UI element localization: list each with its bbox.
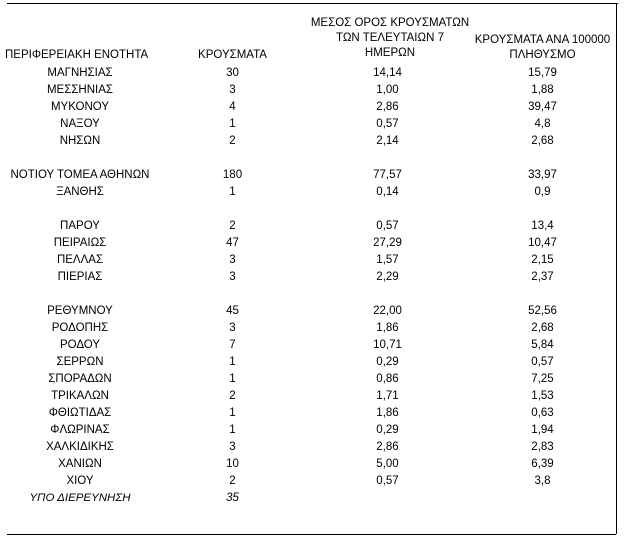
table-row: [0, 82, 629, 99]
table-spacer-row: [0, 150, 629, 167]
per-100000-cell: 2,83: [531, 441, 554, 453]
table-row: [0, 354, 629, 371]
per-100000-cell: 52,56: [528, 305, 557, 317]
table-row: [0, 99, 629, 116]
header-per-line: ΠΛΗΘΥΣΜΟ: [509, 49, 576, 61]
average-cell: 0,14: [376, 186, 399, 198]
average-cell: 0,57: [376, 220, 399, 232]
header-per-100000: [455, 33, 629, 63]
average-cell: 0,29: [376, 424, 399, 436]
region-cell: ΠΕΛΛΑΣ: [56, 254, 104, 266]
table-row: [0, 252, 629, 269]
header-avg-line: ΜΕΣΟΣ ΟΡΟΣ ΚΡΟΥΣΜΑΤΩΝ: [310, 17, 470, 29]
per-100000-cell: 1,94: [531, 424, 554, 436]
cases-cell: 1: [229, 407, 236, 419]
header-cases: ΚΡΟΥΣΜΑΤΑ: [198, 49, 267, 61]
region-cell: ΝΗΣΩΝ: [59, 135, 101, 147]
per-100000-cell: 2,15: [531, 254, 554, 266]
region-cell: ΧΑΝΙΩΝ: [58, 458, 102, 470]
average-cell: 2,29: [376, 271, 399, 283]
per-100000-cell: 33,97: [528, 169, 557, 181]
table-row: [0, 456, 629, 473]
region-cell: ΝΑΞΟΥ: [60, 118, 100, 130]
region-cell: ΠΑΡΟΥ: [60, 220, 100, 232]
per-100000-cell: 2,37: [531, 271, 554, 283]
cases-cell: 1: [229, 118, 236, 130]
cases-cell: 45: [226, 305, 239, 317]
average-cell: 22,00: [373, 305, 402, 317]
per-100000-cell: 10,47: [528, 237, 557, 249]
average-cell: 1,57: [376, 254, 399, 266]
per-100000-cell: 39,47: [528, 101, 557, 113]
region-cell: ΡΕΘΥΜΝΟΥ: [47, 305, 113, 317]
average-cell: 10,71: [373, 339, 402, 351]
average-cell: 2,14: [376, 135, 399, 147]
header-seven-day-average: [300, 16, 480, 61]
region-cell: ΜΕΣΣΗΝΙΑΣ: [46, 84, 114, 96]
cases-cell: 180: [222, 169, 243, 181]
region-cell: ΤΡΙΚΑΛΩΝ: [51, 390, 109, 402]
cases-cell: 2: [229, 475, 236, 487]
per-100000-cell: 6,39: [531, 458, 554, 470]
cases-cell: 47: [226, 237, 239, 249]
header-avg-line: ΗΜΕΡΩΝ: [364, 47, 416, 59]
table-row: [0, 405, 629, 422]
average-cell: 0,57: [376, 475, 399, 487]
average-cell: 1,71: [376, 390, 399, 402]
average-cell: 2,86: [376, 101, 399, 113]
average-cell: 0,86: [376, 373, 399, 385]
average-cell: 1,86: [376, 322, 399, 334]
table-row: [0, 320, 629, 337]
top-border: [7, 3, 618, 4]
region-cell: ΥΠΟ ΔΙΕΡΕΥΝΗΣΗ: [29, 492, 131, 504]
region-cell: ΧΙΟΥ: [66, 475, 94, 487]
cases-cell: 1: [229, 373, 236, 385]
cases-cell: 7: [229, 339, 236, 351]
cases-cell: 3: [229, 254, 236, 266]
region-cell: ΡΟΔΟΠΗΣ: [51, 322, 109, 334]
per-100000-cell: 0,9: [534, 186, 551, 198]
region-cell: ΠΕΙΡΑΙΩΣ: [53, 237, 107, 249]
average-cell: 27,29: [373, 237, 402, 249]
per-100000-cell: 1,88: [531, 84, 554, 96]
cases-cell: 3: [229, 322, 236, 334]
per-100000-cell: 1,53: [531, 390, 554, 402]
header-avg-line: ΤΩΝ ΤΕΛΕΥΤΑΙΩΝ 7: [336, 32, 444, 44]
table-row: [0, 388, 629, 405]
per-100000-cell: 2,68: [531, 322, 554, 334]
average-cell: 0,29: [376, 356, 399, 368]
cases-cell: 30: [226, 67, 239, 79]
table-row: [0, 218, 629, 235]
per-100000-cell: 4,8: [534, 118, 551, 130]
cases-cell: 4: [229, 101, 236, 113]
region-cell: ΦΘΙΩΤΙΔΑΣ: [48, 407, 112, 419]
cases-cell: 3: [229, 441, 236, 453]
table-row: [0, 116, 629, 133]
table-spacer-row: [0, 201, 629, 218]
cases-cell: 10: [226, 458, 239, 470]
region-cell: ΞΑΝΘΗΣ: [56, 186, 104, 198]
table-row: [0, 371, 629, 388]
data-table: [0, 65, 629, 507]
per-100000-cell: 15,79: [528, 67, 557, 79]
cases-cell: 2: [229, 135, 236, 147]
average-cell: 1,86: [376, 407, 399, 419]
cases-cell: 3: [229, 271, 236, 283]
table-row: [0, 184, 629, 201]
per-100000-cell: 13,4: [531, 220, 554, 232]
region-cell: ΜΥΚΟΝΟΥ: [50, 101, 110, 113]
cases-cell: 1: [229, 186, 236, 198]
per-100000-cell: 0,57: [531, 356, 554, 368]
table-row: [0, 303, 629, 320]
table-row: [0, 422, 629, 439]
region-cell: ΦΛΩΡΙΝΑΣ: [50, 424, 110, 436]
average-cell: 1,00: [376, 84, 399, 96]
region-cell: ΧΑΛΚΙΔΙΚΗΣ: [46, 441, 114, 453]
table-row: [0, 337, 629, 354]
region-cell: ΜΑΓΝΗΣΙΑΣ: [47, 67, 113, 79]
header-region: ΠΕΡΙΦΕΡΕΙΑΚΗ ΕΝΟΤΗΤΑ: [5, 49, 149, 61]
table-row: [0, 490, 629, 507]
region-cell: ΝΟΤΙΟΥ ΤΟΜΕΑ ΑΘΗΝΩΝ: [10, 169, 150, 181]
table-row: [0, 473, 629, 490]
table-row: [0, 269, 629, 286]
cases-cell: 2: [229, 220, 236, 232]
per-100000-cell: 5,84: [531, 339, 554, 351]
table-row: [0, 235, 629, 252]
cases-cell: 35: [226, 492, 239, 504]
average-cell: 0,57: [376, 118, 399, 130]
cases-cell: 2: [229, 390, 236, 402]
region-cell: ΣΠΟΡΑΔΩΝ: [48, 373, 112, 385]
table-row: [0, 65, 629, 82]
region-cell: ΣΕΡΡΩΝ: [56, 356, 104, 368]
average-cell: 2,86: [376, 441, 399, 453]
average-cell: 14,14: [373, 67, 402, 79]
cases-cell: 1: [229, 424, 236, 436]
region-cell: ΠΙΕΡΙΑΣ: [57, 271, 103, 283]
table-row: [0, 167, 629, 184]
cases-cell: 1: [229, 356, 236, 368]
per-100000-cell: 3,8: [534, 475, 551, 487]
average-cell: 5,00: [376, 458, 399, 470]
average-cell: 77,57: [373, 169, 402, 181]
per-100000-cell: 0,63: [531, 407, 554, 419]
region-cell: ΡΟΔΟΥ: [59, 339, 101, 351]
header-per-line: ΚΡΟΥΣΜΑΤΑ ΑΝΑ 100000: [474, 34, 611, 46]
table-row: [0, 439, 629, 456]
table-row: [0, 133, 629, 150]
cases-cell: 3: [229, 84, 236, 96]
per-100000-cell: 2,68: [531, 135, 554, 147]
table-spacer-row: [0, 286, 629, 303]
per-100000-cell: 7,25: [531, 373, 554, 385]
bottom-border: [7, 534, 616, 535]
